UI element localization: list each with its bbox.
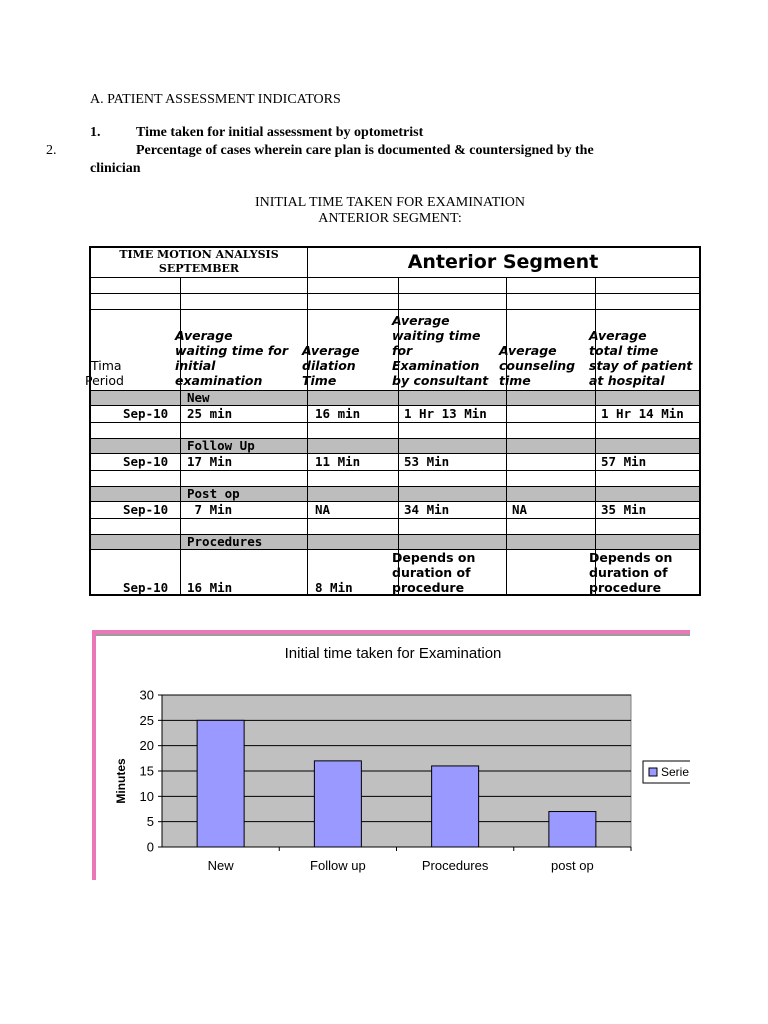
table-row-post-op-wait: 7 Min (187, 502, 233, 517)
x-tick-label: New (207, 858, 234, 873)
col-header-consultant-wait: Average waiting time for Examination by consultant (392, 313, 489, 388)
y-axis-label: Minutes (114, 758, 128, 804)
bar-new (197, 720, 244, 847)
table-row-new-total: 1 Hr 14 Min (601, 406, 684, 421)
y-tick-label: 5 (146, 814, 154, 830)
table-row-new-dilation: 16 min (315, 406, 361, 421)
legend-swatch (649, 768, 657, 776)
y-tick-label: 20 (139, 738, 154, 754)
bar-chart (96, 636, 690, 880)
item-2-text: Percentage of cases wherein care plan is documented & countersigned by the (136, 143, 594, 158)
item-2-number: 2. (46, 143, 57, 158)
section-label-post-op: Post op (187, 486, 240, 501)
x-tick-label: Procedures (421, 858, 489, 873)
table-row-follow-up-consultant: 53 Min (404, 454, 450, 469)
y-tick-label: 10 (139, 788, 154, 804)
table-row-procedures-total: Depends on duration of procedure (589, 550, 673, 595)
analysis-label-line-1: TIME MOTION ANALYSIS (119, 248, 279, 261)
y-tick-label: 0 (146, 839, 154, 855)
section-band-post-op (91, 486, 699, 501)
table-row-post-op-counsel: NA (512, 502, 528, 517)
col-header-dilation: Average dilation Time (302, 343, 360, 388)
bar-procedures (432, 766, 479, 847)
y-tick-label: 25 (139, 712, 154, 728)
table-row-post-op-consultant: 34 Min (404, 502, 450, 517)
section-band-procedures (91, 534, 699, 549)
table-row-procedures-dilation: 8 Min (315, 580, 353, 595)
table-row-follow-up-wait: 17 Min (187, 454, 233, 469)
col-header-counseling: Average counseling time (499, 343, 576, 388)
table-row-new-consultant: 1 Hr 13 Min (404, 406, 487, 421)
table-row-new-wait: 25 min (187, 406, 233, 421)
table-row-procedures-wait: 16 Min (187, 580, 233, 595)
section-heading: A. PATIENT ASSESSMENT INDICATORS (90, 92, 341, 107)
item-2-text-continued: clinician (90, 161, 141, 176)
section-label-follow-up: Follow Up (187, 438, 255, 453)
table-row-post-op-total: 35 Min (601, 502, 647, 517)
table-row-procedures-consultant: Depends on duration of procedure (392, 550, 476, 595)
table-row-procedures-period: Sep-10 (123, 580, 169, 595)
table-row-post-op-dilation: NA (315, 502, 331, 517)
table-row-new-period: Sep-10 (123, 406, 169, 421)
item-1-number: 1. (90, 125, 101, 140)
analysis-label-line-2: SEPTEMBER (158, 262, 240, 275)
col-header-period: Tima Period (85, 358, 124, 388)
x-tick-label: Follow up (310, 858, 366, 873)
table-row-follow-up-period: Sep-10 (123, 454, 169, 469)
y-tick-label: 15 (139, 763, 154, 779)
section-band-follow-up (91, 438, 699, 453)
table-row-follow-up-dilation: 11 Min (315, 454, 361, 469)
section-band-new (91, 390, 699, 405)
analysis-label (91, 248, 307, 277)
section-label-procedures: Procedures (187, 534, 263, 549)
table-row-follow-up-total: 57 Min (601, 454, 647, 469)
x-tick-label: post op (551, 858, 594, 873)
anterior-segment-banner: Anterior Segment (407, 251, 599, 273)
item-1-text: Time taken for initial assessment by optometrist (136, 125, 424, 140)
y-tick-label: 30 (139, 687, 154, 703)
legend-label: Serie (661, 765, 690, 779)
table-title-line-2: ANTERIOR SEGMENT: (318, 211, 462, 226)
col-header-total-stay: Average total time stay of patient at hospital (589, 328, 693, 388)
col-header-initial-wait: Average waiting time for initial examination (175, 328, 289, 388)
chart-title: Initial time taken for Examination (284, 645, 502, 662)
table-title-line-1: INITIAL TIME TAKEN FOR EXAMINATION (254, 195, 526, 210)
time-motion-table (85, 246, 701, 596)
bar-post-op (549, 812, 596, 847)
bar-follow-up (314, 761, 361, 847)
section-label-new: New (187, 390, 210, 405)
table-row-post-op-period: Sep-10 (123, 502, 169, 517)
